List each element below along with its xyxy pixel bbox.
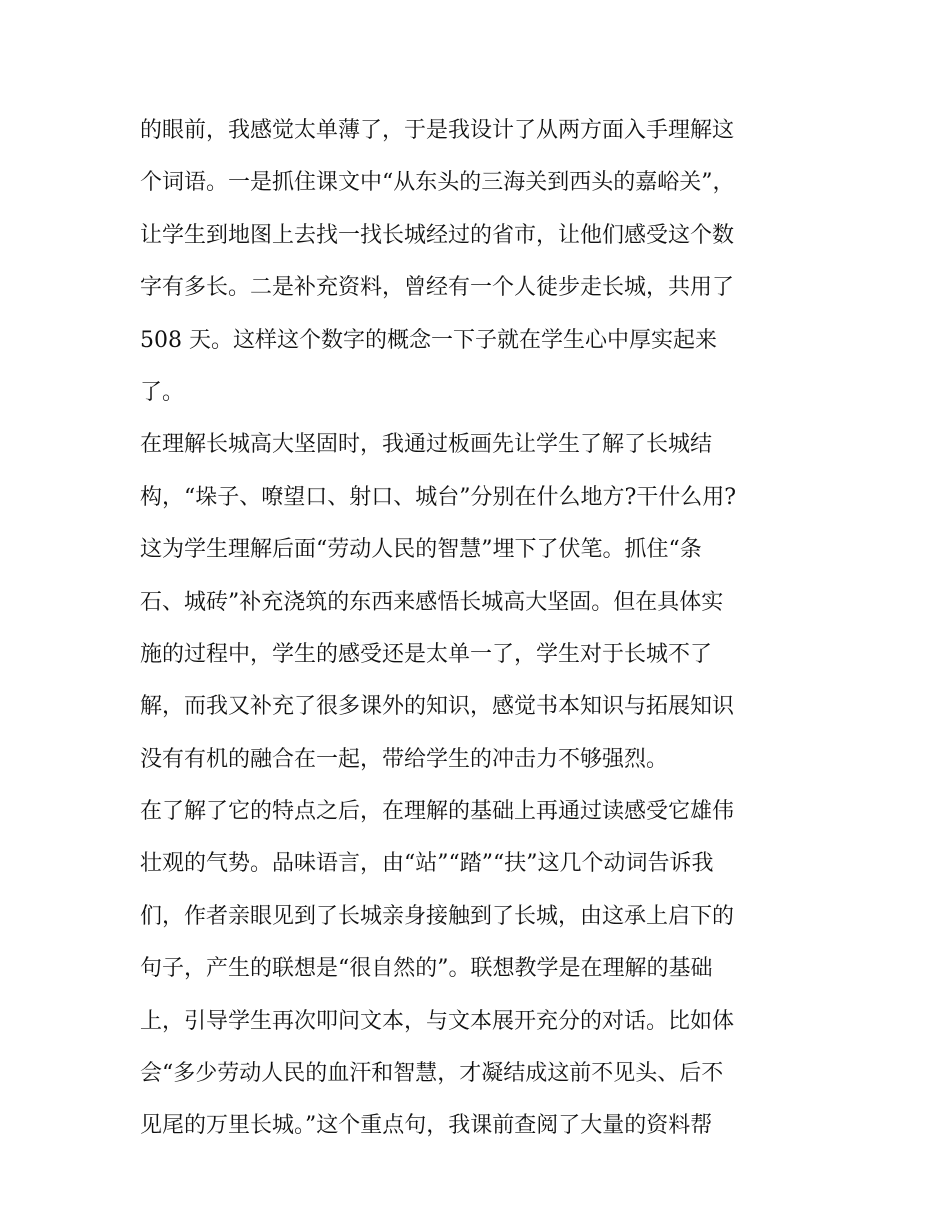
text-line: 施的过程中，学生的感受还是太单一了，学生对于长城不了 xyxy=(140,641,713,667)
text-line: 没有有机的融合在一起，带给学生的冲击力不够强烈。 xyxy=(140,746,669,772)
text-line: 的眼前，我感觉太单薄了，于是我设计了从两方面入手理解这 xyxy=(140,118,735,143)
text-line: 这为学生理解后面“劳动人民的智慧”埋下了伏笔。抓住“条 xyxy=(140,537,702,563)
text-line: 石、城砖”补充浇筑的东西来感悟长城高大坚固。但在具体实 xyxy=(140,589,724,615)
text-line: 了。 xyxy=(140,379,185,405)
text-line: 在了解了它的特点之后，在理解的基础上再通过读感受它雄伟 xyxy=(140,799,735,825)
text-line: 字有多长。二是补充资料，曾经有一个人徒步走长城，共用了 xyxy=(140,275,735,301)
text-line: 让学生到地图上去找一找长城经过的省市，让他们感受这个数 xyxy=(140,222,735,248)
text-line: 壮观的气势。品味语言，由“站”“踏”“扶”这几个动词告诉我 xyxy=(140,851,714,877)
text-line: 会“多少劳动人民的血汗和智慧，才凝结成这前不见头、后不 xyxy=(140,1061,724,1087)
text-line: 们，作者亲眼见到了长城亲身接触到了长城，由这承上启下的 xyxy=(140,903,735,929)
text-line: 见尾的万里长城。”这个重点句，我课前查阅了大量的资料帮 xyxy=(140,1113,713,1139)
text-line: 上，引导学生再次叩问文本，与文本展开充分的对话。比如体 xyxy=(140,1008,735,1034)
text-line: 在理解长城高大坚固时，我通过板画先让学生了解了长城结 xyxy=(140,432,713,458)
body-text xyxy=(140,105,820,1153)
text-line: 构，“垛子、嘹望口、射口、城台”分别在什么地方?干什么用? xyxy=(140,484,737,510)
text-line: 解，而我又补充了很多课外的知识，感觉书本知识与拓展知识 xyxy=(140,694,735,720)
text-line: 508 天。这样这个数字的概念一下子就在学生心中厚实起来 xyxy=(140,327,717,353)
text-line: 个词语。一是抓住课文中“从东头的三海关到西头的嘉峪关”， xyxy=(140,170,735,196)
text-line: 句子，产生的联想是“很自然的”。联想教学是在理解的基础 xyxy=(140,956,713,982)
